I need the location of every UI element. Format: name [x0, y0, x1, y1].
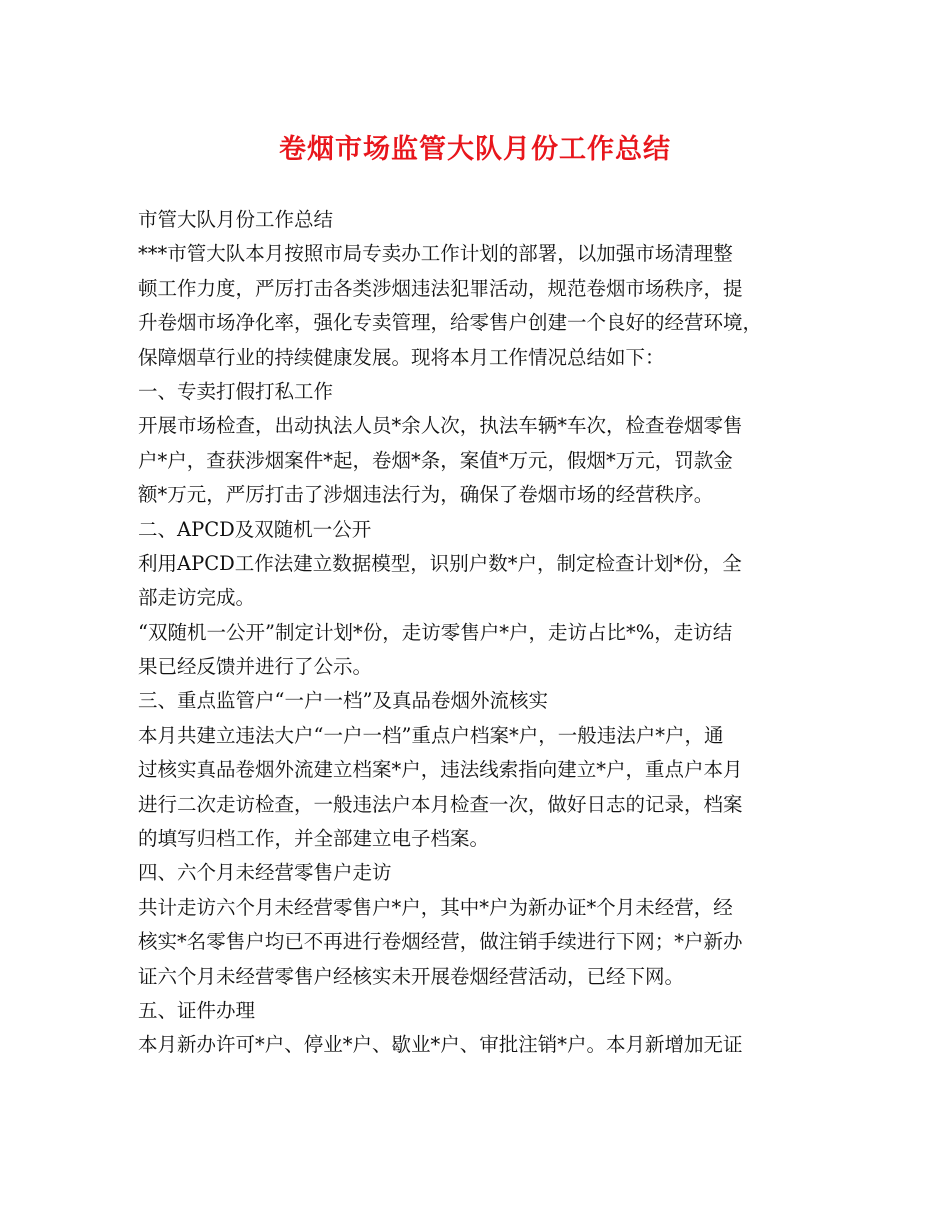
body-line: 顿工作力度，严厉打击各类涉烟违法犯罪活动，规范卷烟市场秩序，提	[138, 276, 743, 300]
section-heading-3: 三、重点监管户“一户一档”及真品卷烟外流核实	[138, 689, 548, 713]
body-line: 共计走访六个月未经营零售户*户，其中*户为新办证*个月未经营，经	[138, 895, 733, 919]
section-heading-1: 一、专卖打假打私工作	[138, 379, 334, 403]
section-heading-4: 四、六个月未经营零售户走访	[138, 861, 392, 885]
body-line: ***市管大队本月按照市局专卖办工作计划的部署，以加强市场清理整	[138, 242, 733, 266]
section-heading-2: 二、APCD及双随机一公开	[138, 517, 372, 541]
body-line: 果已经反馈并进行了公示。	[138, 655, 373, 679]
body-line: 证六个月未经营零售户经核实未开展卷烟经营活动，已经下网。	[138, 964, 685, 988]
body-line: 本月新办许可*户、停业*户、歇业*户、审批注销*户。本月新增加无证	[138, 1033, 743, 1057]
body-line: 本月共建立违法大户“一户一档”重点户档案*户，一般违法户*户，通	[138, 723, 724, 747]
body-line: 额*万元，严厉打击了涉烟违法行为，确保了卷烟市场的经营秩序。	[138, 483, 714, 507]
body-line: 户*户，查获涉烟案件*起，卷烟*条，案值*万元，假烟*万元，罚款金	[138, 448, 733, 472]
body-line-heading: 市管大队月份工作总结	[138, 208, 334, 231]
body-line: 过核实真品卷烟外流建立档案*户，违法线索指向建立*户，重点户本月	[138, 758, 743, 782]
body-line: 核实*名零售户均已不再进行卷烟经营，做注销手续进行下网；*户新办	[138, 930, 743, 954]
body-line: 利用APCD工作法建立数据模型，识别户数*户，制定检查计划*份，全	[138, 551, 742, 575]
body-line: 的填写归档工作，并全部建立电子档案。	[138, 827, 490, 851]
body-line: 部走访完成。	[138, 586, 256, 610]
body-line: 升卷烟市场净化率，强化专卖管理，给零售户创建一个良好的经营环境，	[138, 311, 763, 335]
document-body	[138, 203, 818, 1063]
body-line: 进行二次走访检查，一般违法户本月检查一次，做好日志的记录，档案	[138, 792, 743, 816]
body-line: “双随机一公开”制定计划*份，走访零售户*户，走访占比*%，走访结	[138, 620, 733, 644]
body-line: 保障烟草行业的持续健康发展。现将本月工作情况总结如下：	[138, 345, 665, 369]
section-heading-5: 五、证件办理	[138, 998, 256, 1022]
document-title: 卷烟市场监管大队月份工作总结	[279, 134, 671, 165]
body-line: 开展市场检查，出动执法人员*余人次，执法车辆*车次，检查卷烟零售	[138, 414, 743, 438]
